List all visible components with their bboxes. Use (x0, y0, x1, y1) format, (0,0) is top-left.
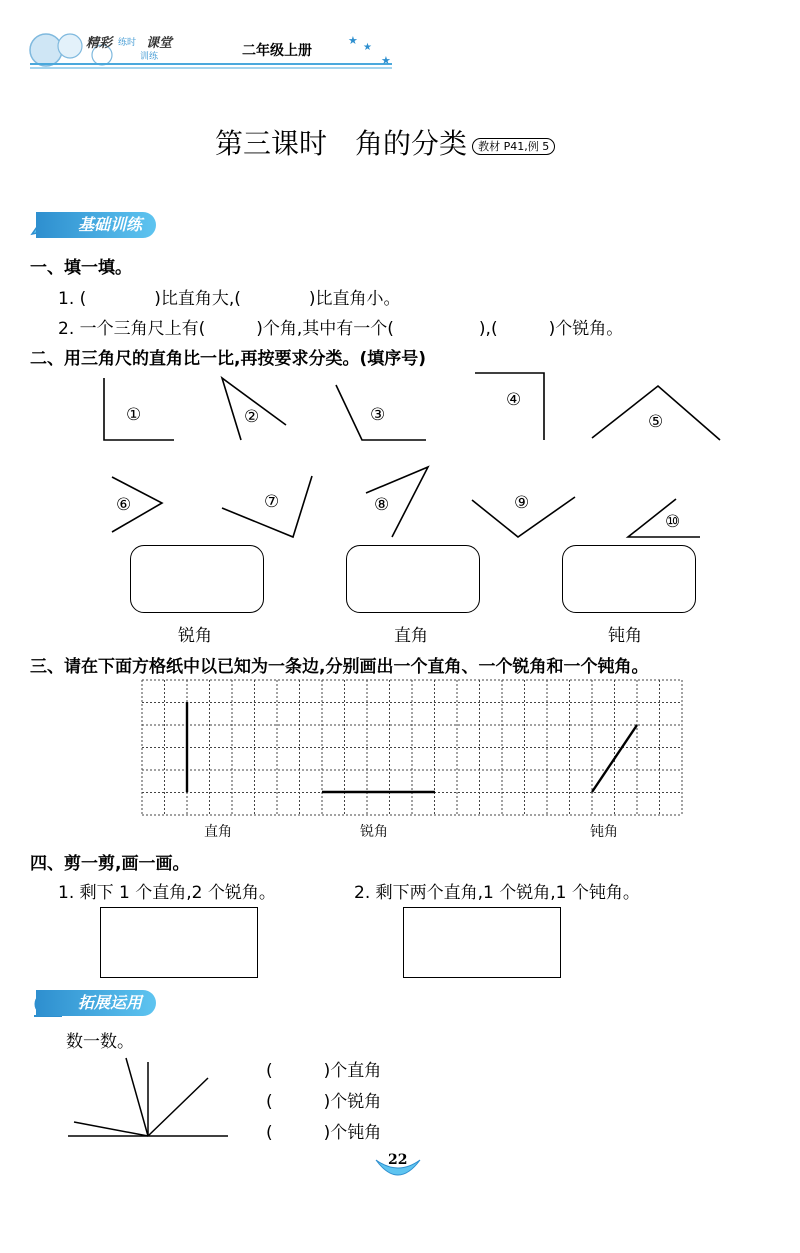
category-label-right: 直角 (394, 626, 428, 646)
q4-item-2: 2. 剩下两个直角,1 个锐角,1 个钝角。 (354, 883, 640, 903)
svg-text:★: ★ (363, 42, 372, 53)
answer-box-obtuse[interactable] (562, 545, 696, 613)
header-series-a: 精彩 (86, 36, 113, 51)
header-series-d: 训练 (140, 52, 159, 62)
ext-prompt: 数一数。 (66, 1032, 134, 1052)
page-number-badge (372, 1150, 424, 1184)
angle-label-10: ⑩ (665, 512, 681, 532)
count-obtuse-angles: ( )个钝角 (266, 1123, 382, 1143)
q3-heading: 三、请在下面方格纸中以已知为一条边,分别画出一个直角、一个锐角和一个钝角。 (30, 657, 649, 677)
lesson-title-main: 第三课时 角的分类 (215, 127, 468, 160)
q1-heading: 一、填一填。 (30, 258, 132, 278)
answer-box-right[interactable] (346, 545, 480, 613)
q4-item-1: 1. 剩下 1 个直角,2 个锐角。 (58, 883, 276, 903)
header-series-b: 练时 (118, 38, 137, 48)
grid-label-obtuse: 钝角 (590, 824, 618, 840)
q4-heading: 四、剪一剪,画一画。 (30, 854, 190, 874)
angle-label-5: ⑤ (648, 412, 664, 432)
angle-label-6: ⑥ (116, 495, 132, 515)
textbook-ref: 教材 P41,例 5 (472, 138, 555, 155)
cut-rectangle-1[interactable] (100, 907, 258, 978)
angle-figures (0, 0, 800, 560)
svg-text:★: ★ (381, 54, 391, 67)
header-series-c: 课堂 (146, 36, 173, 51)
category-label-acute: 锐角 (178, 626, 212, 646)
q2-heading: 二、用三角尺的直角比一比,再按要求分类。(填序号) (30, 349, 426, 369)
angle-label-3: ③ (370, 405, 386, 425)
angle-label-2: ② (244, 407, 260, 427)
page-number: 22 (388, 1152, 408, 1168)
angle-10-lines (628, 499, 700, 537)
angle-label-8: ⑧ (374, 495, 390, 515)
section-badge-extension: 拓展运用 (36, 990, 156, 1016)
grid-label-right: 直角 (204, 824, 232, 840)
angle-label-4: ④ (506, 390, 522, 410)
angle-label-7: ⑦ (264, 492, 280, 512)
cut-rectangle-2[interactable] (403, 907, 561, 978)
count-acute-angles: ( )个锐角 (266, 1092, 382, 1112)
grid-label-acute: 锐角 (360, 824, 388, 840)
answer-box-acute[interactable] (130, 545, 264, 613)
grid-paper[interactable] (140, 678, 700, 818)
section-badge-basic: 基础训练 (36, 212, 156, 238)
count-right-angles: ( )个直角 (266, 1061, 382, 1081)
angle-label-1: ① (126, 405, 142, 425)
q1-item-1: 1. ( )比直角大,( )比直角小。 (58, 289, 401, 309)
category-label-obtuse: 钝角 (608, 626, 642, 646)
ray-figure (60, 1050, 240, 1150)
angle-label-9: ⑨ (514, 493, 530, 513)
header-grade: 二年级上册 (242, 43, 312, 59)
svg-text:★: ★ (348, 34, 358, 47)
q1-item-2: 2. 一个三角尺上有( )个角,其中有一个( ),( )个锐角。 (58, 319, 624, 339)
